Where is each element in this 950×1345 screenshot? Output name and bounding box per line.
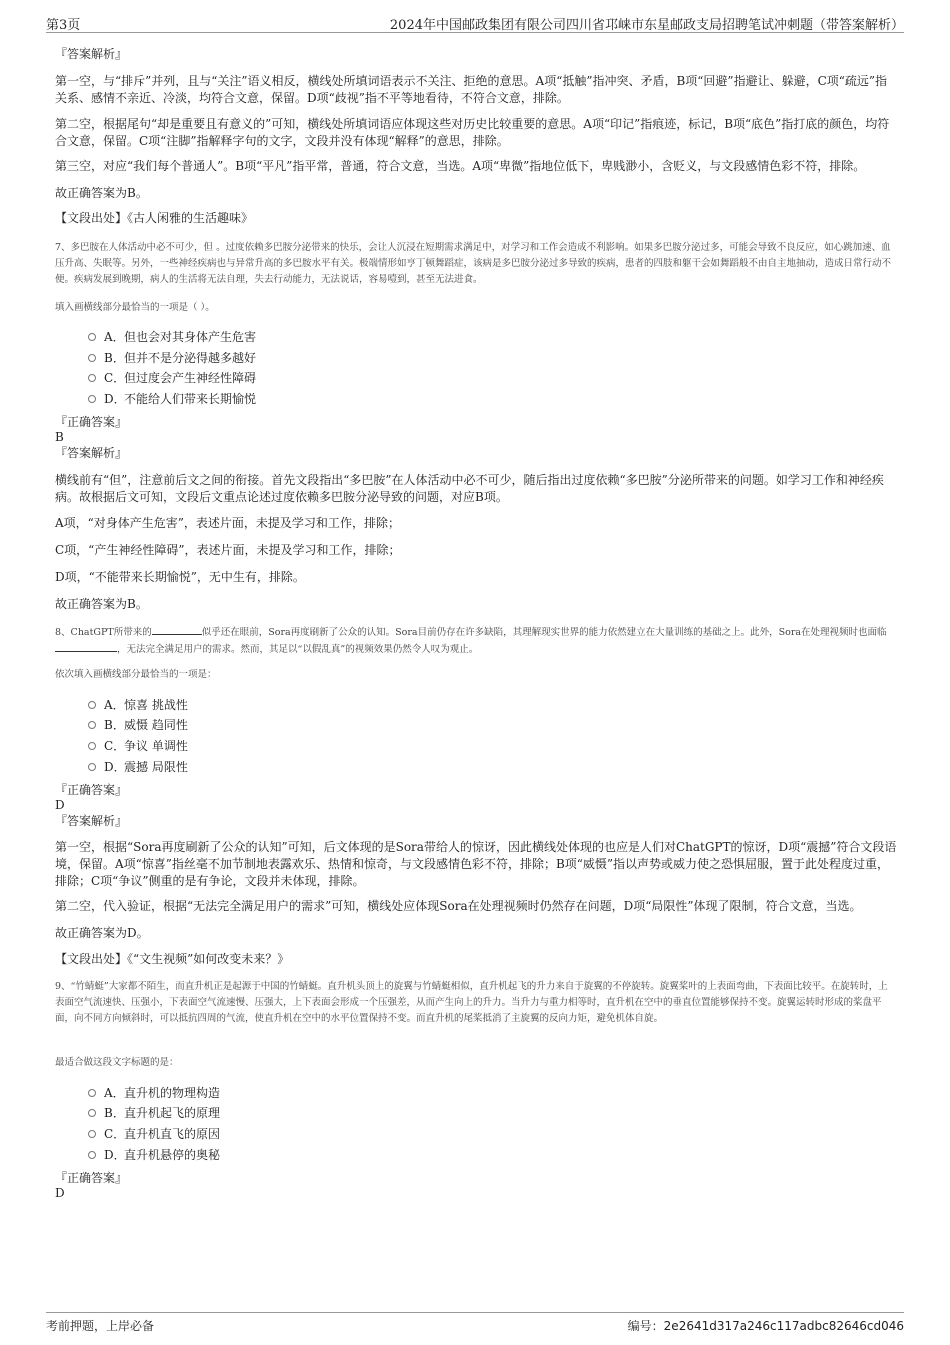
page-number: 第3页 <box>46 18 81 33</box>
q7-analysis-p2: A项，“对身体产生危害”，表述片面，未提及学习和工作，排除； <box>55 516 400 530</box>
radio-icon[interactable] <box>88 333 96 341</box>
q6-analysis-p1: 第一空，与“排斥”并列，且与“关注”语义相反，横线处所填词语表示不关注、拒绝的意思。A项“抵触”指冲突、矛盾，B项“回避”指避让、躲避，C项“疏远”指关系、感情不亲近、冷淡，均符合文意，保留。D项“歧视”指不平等地看待，不符合文意，排除。 <box>55 74 888 105</box>
radio-icon[interactable] <box>88 1151 96 1159</box>
q8-option-c[interactable]: C．争议 单调性 <box>88 738 188 754</box>
q9-option-d[interactable]: D．直升机悬停的奥秘 <box>88 1147 220 1163</box>
q6-analysis-p2: 第二空，根据尾句“却是重要且有意义的”可知，横线处所填词语应体现这些对历史比较重要的意思。A项“印记”指痕迹，标记，B项“底色”指打底的颜色，均符合文意，保留。C项“注脚”指解释字句的文字，文段并没有体现“解释”的意思，排除。 <box>55 117 890 148</box>
q6-source: 【文段出处】《古人闲雅的生活趣味》 <box>55 211 254 225</box>
q8-answer-label: 『正确答案』 <box>55 783 128 797</box>
q8-analysis-p1: 第一空，根据“Sora再度刷新了公众的认知”可知，后文体现的是Sora带给人的惊讶，因此横线处体现的也应是人们对ChatGPT的惊讶，D项“震撼”符合文段语境，保留。A项“惊喜”指丝毫不加节制地表露欢乐、热情和惊奇，与文段感情色彩不符，排除；B项“威慑”指以声势或威力使之恐惧屈服，置于此处程度过重，排除；C项“争议”侧重的是有争论，文段并未体现，排除。 <box>55 840 897 888</box>
q7-conclusion: 故正确答案为B。 <box>55 597 148 611</box>
q9-option-c[interactable]: C．直升机直飞的原因 <box>88 1126 220 1142</box>
q7-prompt: 填入画横线部分最恰当的一项是（ ）。 <box>55 302 215 313</box>
q8-source: 【文段出处】《“文生视频”如何改变未来？》 <box>55 952 290 966</box>
q7-analysis-p1: 横线前有“但”，注意前后文之间的衔接。首先文段指出“多巴胺”在人体活动中必不可少，随后指出过度依赖“多巴胺”分泌所带来的问题。如学习工作和神经疾病。故根据后文可知，文段后文重点论述过度依赖多巴胺分泌导致的问题，对应B项。 <box>55 473 884 504</box>
radio-icon[interactable] <box>88 1089 96 1097</box>
q7-stem: 7、多巴胺在人体活动中必不可少，但 。过度依赖多巴胺分泌带来的快乐，会让人沉浸在短期需求满足中，对学习和工作会造成不利影响。如果多巴胺分泌过多，可能会导致不良反应，如心跳加速、血压升高、失眠等。另外，一些神经疾病也与异常升高的多巴胺水平有关。极端情形如亨丁顿舞蹈症，该病是多巴胺分泌过多导致的疾病，患者的四肢和躯干会如舞蹈般不由自主地抽动，造成日常行动不便。疾病发展到晚期，病人的生活将无法自理，失去行动能力，无法说话，容易噎到，甚至无法进食。 <box>55 242 892 285</box>
q9-prompt: 最适合做这段文字标题的是： <box>55 1057 179 1068</box>
radio-icon[interactable] <box>88 1109 96 1117</box>
q8-prompt: 依次填入画横线部分最恰当的一项是： <box>55 669 217 680</box>
q6-conclusion: 故正确答案为B。 <box>55 186 148 200</box>
q7-analysis-p3: C项，“产生神经性障碍”，表述片面，未提及学习和工作，排除； <box>55 543 401 557</box>
radio-icon[interactable] <box>88 354 96 362</box>
q7-answer: B <box>55 430 64 444</box>
radio-icon[interactable] <box>88 721 96 729</box>
q6-analysis-label: 『答案解析』 <box>55 47 128 61</box>
q7-option-b[interactable]: B．但并不是分泌得越多越好 <box>88 350 256 366</box>
page-footer <box>46 1312 904 1335</box>
q7-analysis-p4: D项，“不能带来长期愉悦”，无中生有，排除。 <box>55 570 305 584</box>
q8-stem: 8、ChatGPT所带来的 似乎还在眼前，Sora再度刷新了公众的认知。Sora目前仍存在许多缺陷，其理解现实世界的能力依然建立在大量训练的基础之上。此外，Sora在处理视频时也面临，无法完全满足用户的需求。然而，其足以“以假乱真”的视频效果仍然令人叹为观止。 <box>55 624 897 658</box>
q8-option-b[interactable]: B．威慑 趋同性 <box>88 717 188 733</box>
q9-stem: 9、“竹蜻蜓”大家都不陌生，而直升机正是起源于中国的竹蜻蜓。直升机头顶上的旋翼与竹蜻蜓相似，直升机起飞的升力来自于旋翼的不停旋转。旋翼桨叶的上表面弯曲，下表面比较平。在旋转时，上表面空气流速快、压强小，下表面空气流速慢、压强大，上下表面会形成一个压强差，从而产生向上的升力。当升力与重力相等时，直升机在空中的垂直位置能够保持不变。旋翼运转时形成的桨盘平面，向不同方向倾斜时，可以抵抗四周的气流，使直升机在空中的水平位置保持不变。而直升机的尾桨抵消了主旋翼的反向力矩，避免机体自旋。 <box>55 981 888 1024</box>
q8-option-a[interactable]: A．惊喜 挑战性 <box>88 697 188 713</box>
q8-analysis-p2: 第二空，代入验证，根据“无法完全满足用户的需求”可知，横线处应体现Sora在处理视频时仍然存在问题，D项“局限性”体现了限制，符合文意，当选。 <box>55 899 862 913</box>
q9-option-b[interactable]: B．直升机起飞的原理 <box>88 1105 220 1121</box>
q7-option-c[interactable]: C．但过度会产生神经性障碍 <box>88 370 256 386</box>
blank-line <box>152 624 202 635</box>
q8-analysis-label: 『答案解析』 <box>55 814 128 828</box>
radio-icon[interactable] <box>88 395 96 403</box>
q7-option-d[interactable]: D．不能给人们带来长期愉悦 <box>88 391 256 407</box>
q7-analysis-label: 『答案解析』 <box>55 446 128 460</box>
radio-icon[interactable] <box>88 1130 96 1138</box>
blank-line <box>55 641 117 652</box>
q9-option-a[interactable]: A．直升机的物理构造 <box>88 1085 220 1101</box>
q6-analysis-p3: 第三空，对应“我们每个普通人”。B项“平凡”指平常，普通，符合文意，当选。A项“卑微”指地位低下，卑贱渺小，含贬义，与文段感情色彩不符，排除。 <box>55 159 866 173</box>
footer-slogan: 考前押题，上岸必备 <box>46 1319 155 1333</box>
q7-option-a[interactable]: A．但也会对其身体产生危害 <box>88 329 256 345</box>
page-header <box>46 12 904 33</box>
radio-icon[interactable] <box>88 374 96 382</box>
radio-icon[interactable] <box>88 742 96 750</box>
q9-answer-label: 『正确答案』 <box>55 1171 128 1185</box>
q8-conclusion: 故正确答案为D。 <box>55 926 149 940</box>
q7-answer-label: 『正确答案』 <box>55 415 128 429</box>
document-code: 编号：2e2641d317a246c117adbc82646cd046 <box>627 1319 904 1333</box>
q8-answer: D <box>55 798 65 812</box>
radio-icon[interactable] <box>88 763 96 771</box>
q8-option-d[interactable]: D．震撼 局限性 <box>88 759 188 775</box>
radio-icon[interactable] <box>88 701 96 709</box>
document-title: 2024年中国邮政集团有限公司四川省邛崃市东星邮政支局招聘笔试冲刺题（带答案解析） <box>389 18 904 33</box>
q9-answer: D <box>55 1186 65 1200</box>
